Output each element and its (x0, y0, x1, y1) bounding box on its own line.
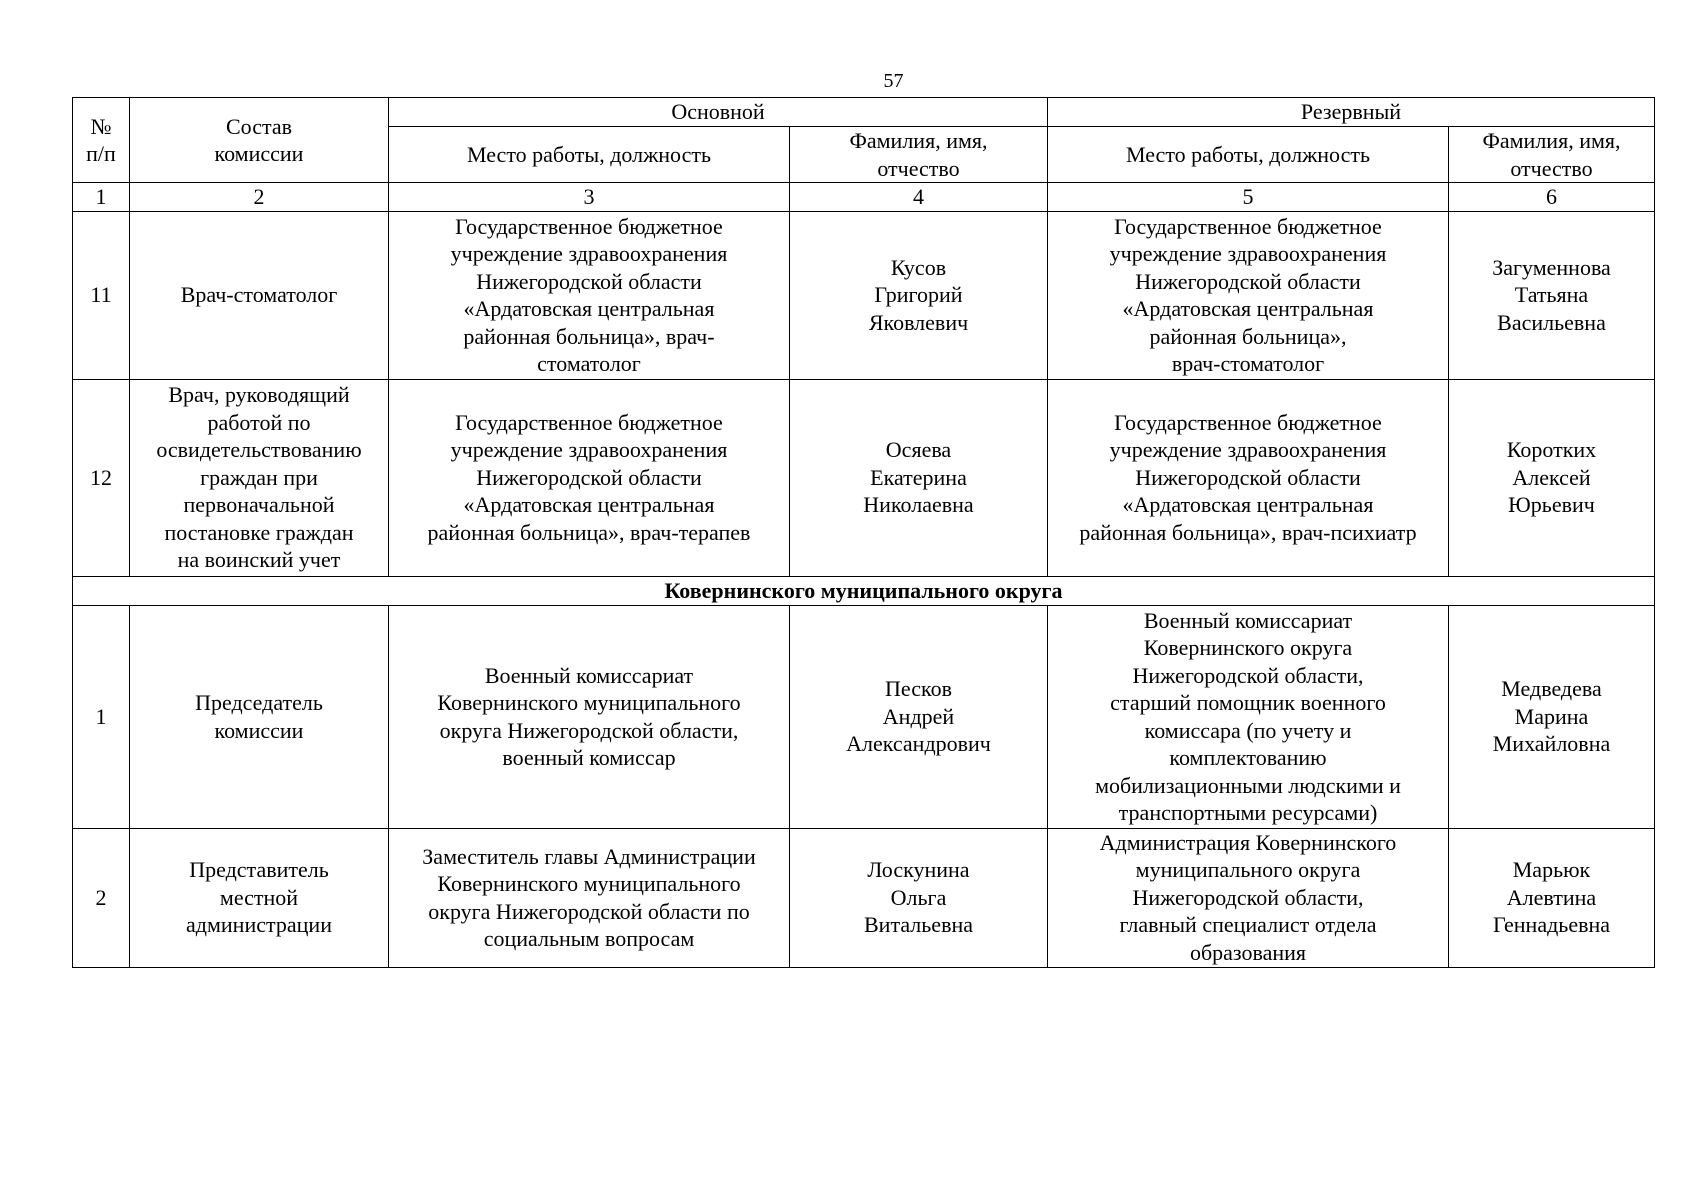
table-row (73, 828, 1655, 967)
row-reserve-name: Загуменнова Татьяна Васильевна (1449, 211, 1655, 379)
row-number: 1 (73, 605, 130, 828)
column-number: 4 (790, 183, 1048, 212)
row-main-name: Лоскунина Ольга Витальевна (790, 828, 1048, 967)
section-title: Ковернинского муниципального округа (73, 576, 1655, 605)
row-reserve-name: Коротких Алексей Юрьевич (1449, 379, 1655, 576)
page-number: 57 (883, 70, 904, 92)
row-reserve-name: Медведева Марина Михайловна (1449, 605, 1655, 828)
row-number: 2 (73, 828, 130, 967)
row-main-workplace: Государственное бюджетное учреждение здравоохранения Нижегородской области «Ардатовская центральная районная больница», врач- стоматолог (389, 211, 790, 379)
row-composition: Врач-стоматолог (130, 211, 389, 379)
row-main-workplace: Государственное бюджетное учреждение здравоохранения Нижегородской области «Ардатовская центральная районная больница», врач-терапев (389, 379, 790, 576)
row-number: 12 (73, 379, 130, 576)
row-reserve-workplace: Администрация Ковернинского муниципального округа Нижегородской области, главный специалист отдела образования (1048, 828, 1449, 967)
header-reserve-name: Фамилия, имя, отчество (1449, 127, 1655, 183)
header-main-name: Фамилия, имя, отчество (790, 127, 1048, 183)
header-reserve-group: Резервный (1048, 98, 1655, 127)
table-header-row (73, 98, 1655, 127)
row-number: 11 (73, 211, 130, 379)
row-reserve-workplace: Государственное бюджетное учреждение здравоохранения Нижегородской области «Ардатовская центральная районная больница», врач-стоматолог (1048, 211, 1449, 379)
row-main-workplace: Заместитель главы Администрации Ковернинского муниципального округа Нижегородской области по социальным вопросам (389, 828, 790, 967)
column-number: 1 (73, 183, 130, 212)
row-main-name: Кусов Григорий Яковлевич (790, 211, 1048, 379)
row-composition: Председатель комиссии (130, 605, 389, 828)
column-number: 6 (1449, 183, 1655, 212)
table-row (73, 605, 1655, 828)
row-reserve-workplace: Военный комиссариат Ковернинского округа Нижегородской области, старший помощник военного комиссара (по учету и комплектованию мобилизационными людскими и транспортными ресурсами) (1048, 605, 1449, 828)
header-composition: Состав комиссии (130, 98, 389, 183)
section-row (73, 576, 1655, 605)
row-composition: Врач, руководящий работой по освидетельствованию граждан при первоначальной постановке граждан на воинский учет (130, 379, 389, 576)
row-reserve-name: Марьюк Алевтина Геннадьевна (1449, 828, 1655, 967)
row-main-name: Песков Андрей Александрович (790, 605, 1048, 828)
row-main-name: Осяева Екатерина Николаевна (790, 379, 1048, 576)
table-row (73, 211, 1655, 379)
header-number: № п/п (73, 98, 130, 183)
column-number: 3 (389, 183, 790, 212)
row-main-workplace: Военный комиссариат Ковернинского муниципального округа Нижегородской области, военный комиссар (389, 605, 790, 828)
column-number: 2 (130, 183, 389, 212)
header-main-workplace: Место работы, должность (389, 127, 790, 183)
header-main-group: Основной (389, 98, 1048, 127)
header-reserve-workplace: Место работы, должность (1048, 127, 1449, 183)
column-numbers-row (73, 183, 1655, 212)
table-row (73, 379, 1655, 576)
column-number: 5 (1048, 183, 1449, 212)
row-composition: Представитель местной администрации (130, 828, 389, 967)
commission-table (72, 97, 1655, 968)
row-reserve-workplace: Государственное бюджетное учреждение здравоохранения Нижегородской области «Ардатовская центральная районная больница», врач-психиатр (1048, 379, 1449, 576)
